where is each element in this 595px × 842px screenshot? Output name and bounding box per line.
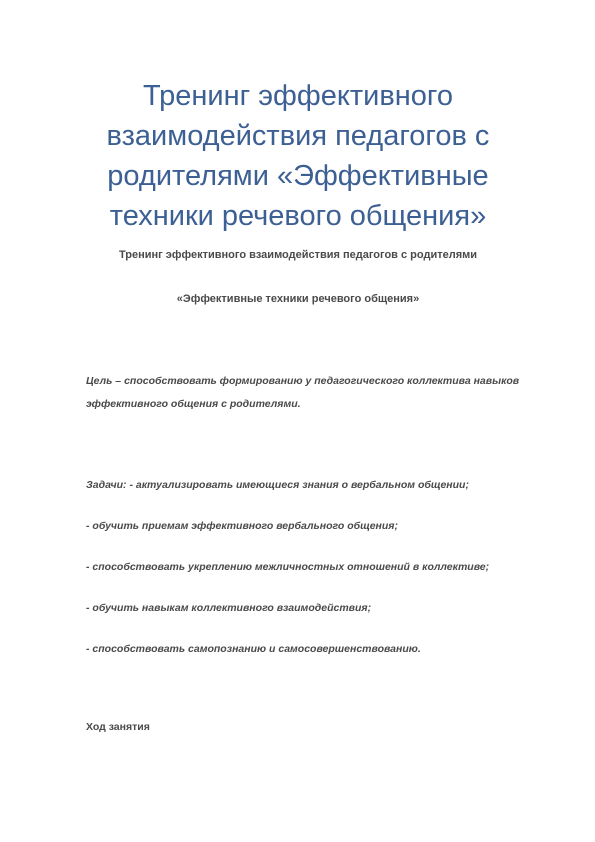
- task-item-2: - способствовать укреплению межличностных отношений в коллективе;: [86, 561, 490, 573]
- task-item-4: - способствовать самопознанию и самосовершенствованию.: [86, 643, 421, 655]
- task-item-0: Задачи: - актуализировать имеющиеся знания о вербальном общении;: [86, 479, 469, 491]
- goal-paragraph: Цель – способствовать формированию у педагогического коллектива навыков эффективного общения с родителями.: [86, 375, 520, 410]
- course-heading: Ход занятия: [86, 721, 150, 733]
- task-item-1: - обучить приемам эффективного вербального общения;: [86, 520, 398, 532]
- document-title: Тренинг эффективного взаимодействия педагогов с родителями «Эффективные техники речевого общения»: [106, 80, 490, 232]
- subtitle-line-2: «Эффективные техники речевого общения»: [176, 293, 420, 305]
- task-item-3: - обучить навыкам коллективного взаимодействия;: [86, 602, 372, 614]
- subtitle-line-1: Тренинг эффективного взаимодействия педагогов с родителями: [118, 249, 478, 261]
